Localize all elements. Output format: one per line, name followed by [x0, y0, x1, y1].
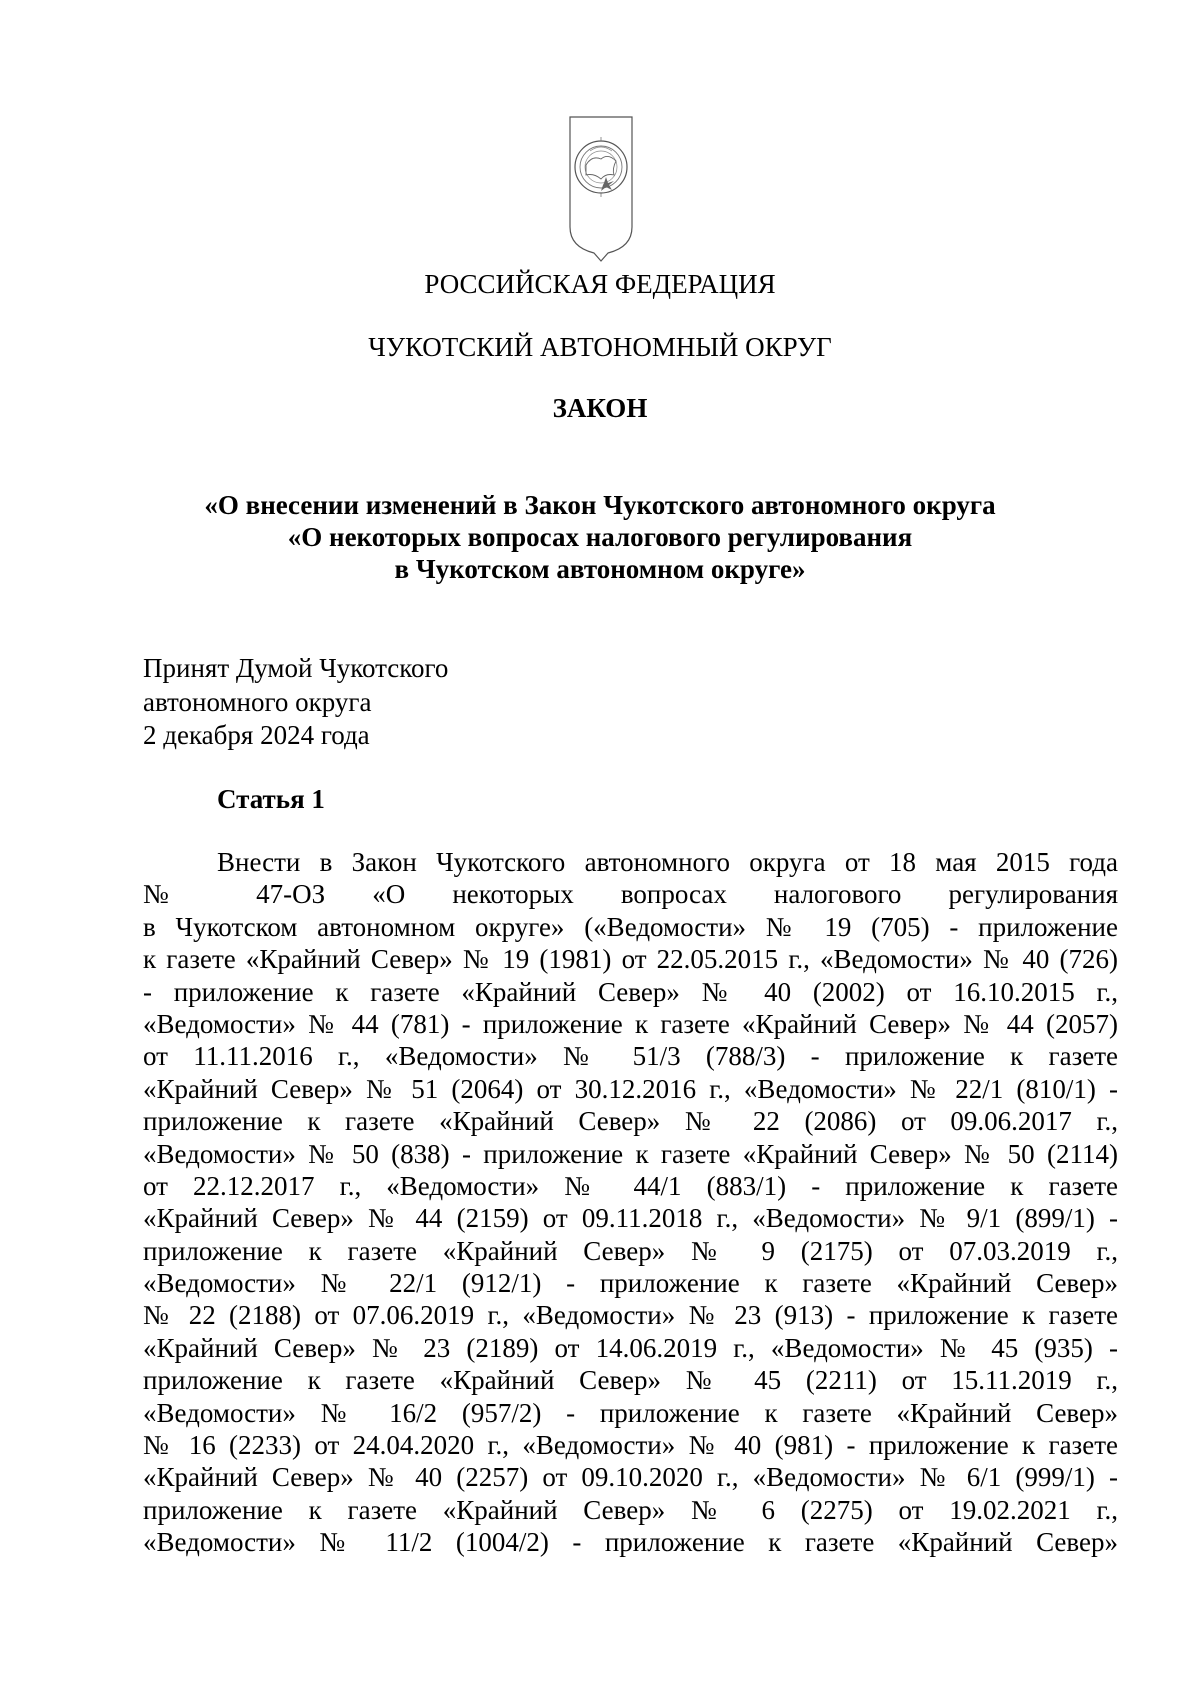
article-text-line: № 47-ОЗ «О некоторых вопросах налогового регулирования	[143, 879, 1118, 910]
article-text-line: Внести в Закон Чукотского автономного округа от 18 мая 2015 года	[217, 847, 1118, 877]
article-text-line: «Крайний Север» № 23 (2189) от 14.06.2019 г., «Ведомости» № 45 (935) -	[143, 1332, 1118, 1363]
article-text-line: к газете «Крайний Север» № 19 (1981) от 22.05.2015 г., «Ведомости» № 40 (726)	[143, 944, 1118, 975]
country-heading: РОССИЙСКАЯ ФЕДЕРАЦИЯ	[424, 269, 776, 299]
adoption-block	[143, 652, 448, 753]
adoption-line: автономного округа	[143, 686, 372, 717]
article-text-line: «Ведомости» № 16/2 (957/2) - приложение к газете «Крайний Север»	[143, 1397, 1118, 1428]
article-text-line: приложение к газете «Крайний Север» № 45 (2211) от 15.11.2019 г.,	[143, 1365, 1118, 1396]
adoption-line: Принят Думой Чукотского	[143, 653, 449, 683]
article-text-line: в Чукотском автономном округе» («Ведомости» № 19 (705) - приложение	[143, 911, 1118, 942]
document-type-heading: ЗАКОН	[552, 393, 648, 423]
article-text-line: «Крайний Север» № 44 (2159) от 09.11.2018 г., «Ведомости» № 9/1 (899/1) -	[143, 1203, 1118, 1234]
article-text-line: «Крайний Север» № 40 (2257) от 09.10.2020 г., «Ведомости» № 6/1 (999/1) -	[143, 1462, 1118, 1493]
article-text-line: «Крайний Север» № 51 (2064) от 30.12.2016 г., «Ведомости» № 22/1 (810/1) -	[143, 1073, 1118, 1104]
article-text-line: приложение к газете «Крайний Север» № 22 (2086) от 09.06.2017 г.,	[143, 1106, 1118, 1137]
article-text-line: № 22 (2188) от 07.06.2019 г., «Ведомости» № 23 (913) - приложение к газете	[143, 1300, 1118, 1331]
law-title-line: «О внесении изменений в Закон Чукотского автономного округа	[204, 490, 996, 520]
article-text-line: «Ведомости» № 44 (781) - приложение к газете «Крайний Север» № 44 (2057)	[143, 1008, 1118, 1039]
article-text-line: «Ведомости» № 50 (838) - приложение к газете «Крайний Север» № 50 (2114)	[143, 1138, 1118, 1169]
article-text-line: приложение к газете «Крайний Север» № 9 (2175) от 07.03.2019 г.,	[143, 1235, 1118, 1266]
article-text-line: от 22.12.2017 г., «Ведомости» № 44/1 (883/1) - приложение к газете	[143, 1170, 1118, 1201]
article-text-line: № 16 (2233) от 24.04.2020 г., «Ведомости» № 40 (981) - приложение к газете	[143, 1430, 1118, 1461]
article-body	[143, 846, 1118, 1559]
law-title	[0, 489, 1200, 585]
region-heading: ЧУКОТСКИЙ АВТОНОМНЫЙ ОКРУГ	[368, 332, 832, 362]
article-heading: Статья 1	[217, 784, 325, 814]
article-text-line: от 11.11.2016 г., «Ведомости» № 51/3 (788/3) - приложение к газете	[143, 1041, 1118, 1072]
law-title-line: «О некоторых вопросах налогового регулирования	[287, 522, 913, 552]
article-text-line: - приложение к газете «Крайний Север» № 40 (2002) от 16.10.2015 г.,	[143, 976, 1118, 1007]
coat-of-arms-emblem	[568, 115, 634, 263]
adoption-date: 2 декабря 2024 года	[143, 720, 370, 750]
article-text-line: приложение к газете «Крайний Север» № 6 (2275) от 19.02.2021 г.,	[143, 1494, 1118, 1525]
article-text-line: «Ведомости» № 22/1 (912/1) - приложение к газете «Крайний Север»	[143, 1268, 1118, 1299]
law-title-line: в Чукотском автономном округе»	[394, 554, 806, 584]
article-text-line: «Ведомости» № 11/2 (1004/2) - приложение к газете «Крайний Север»	[143, 1527, 1118, 1558]
